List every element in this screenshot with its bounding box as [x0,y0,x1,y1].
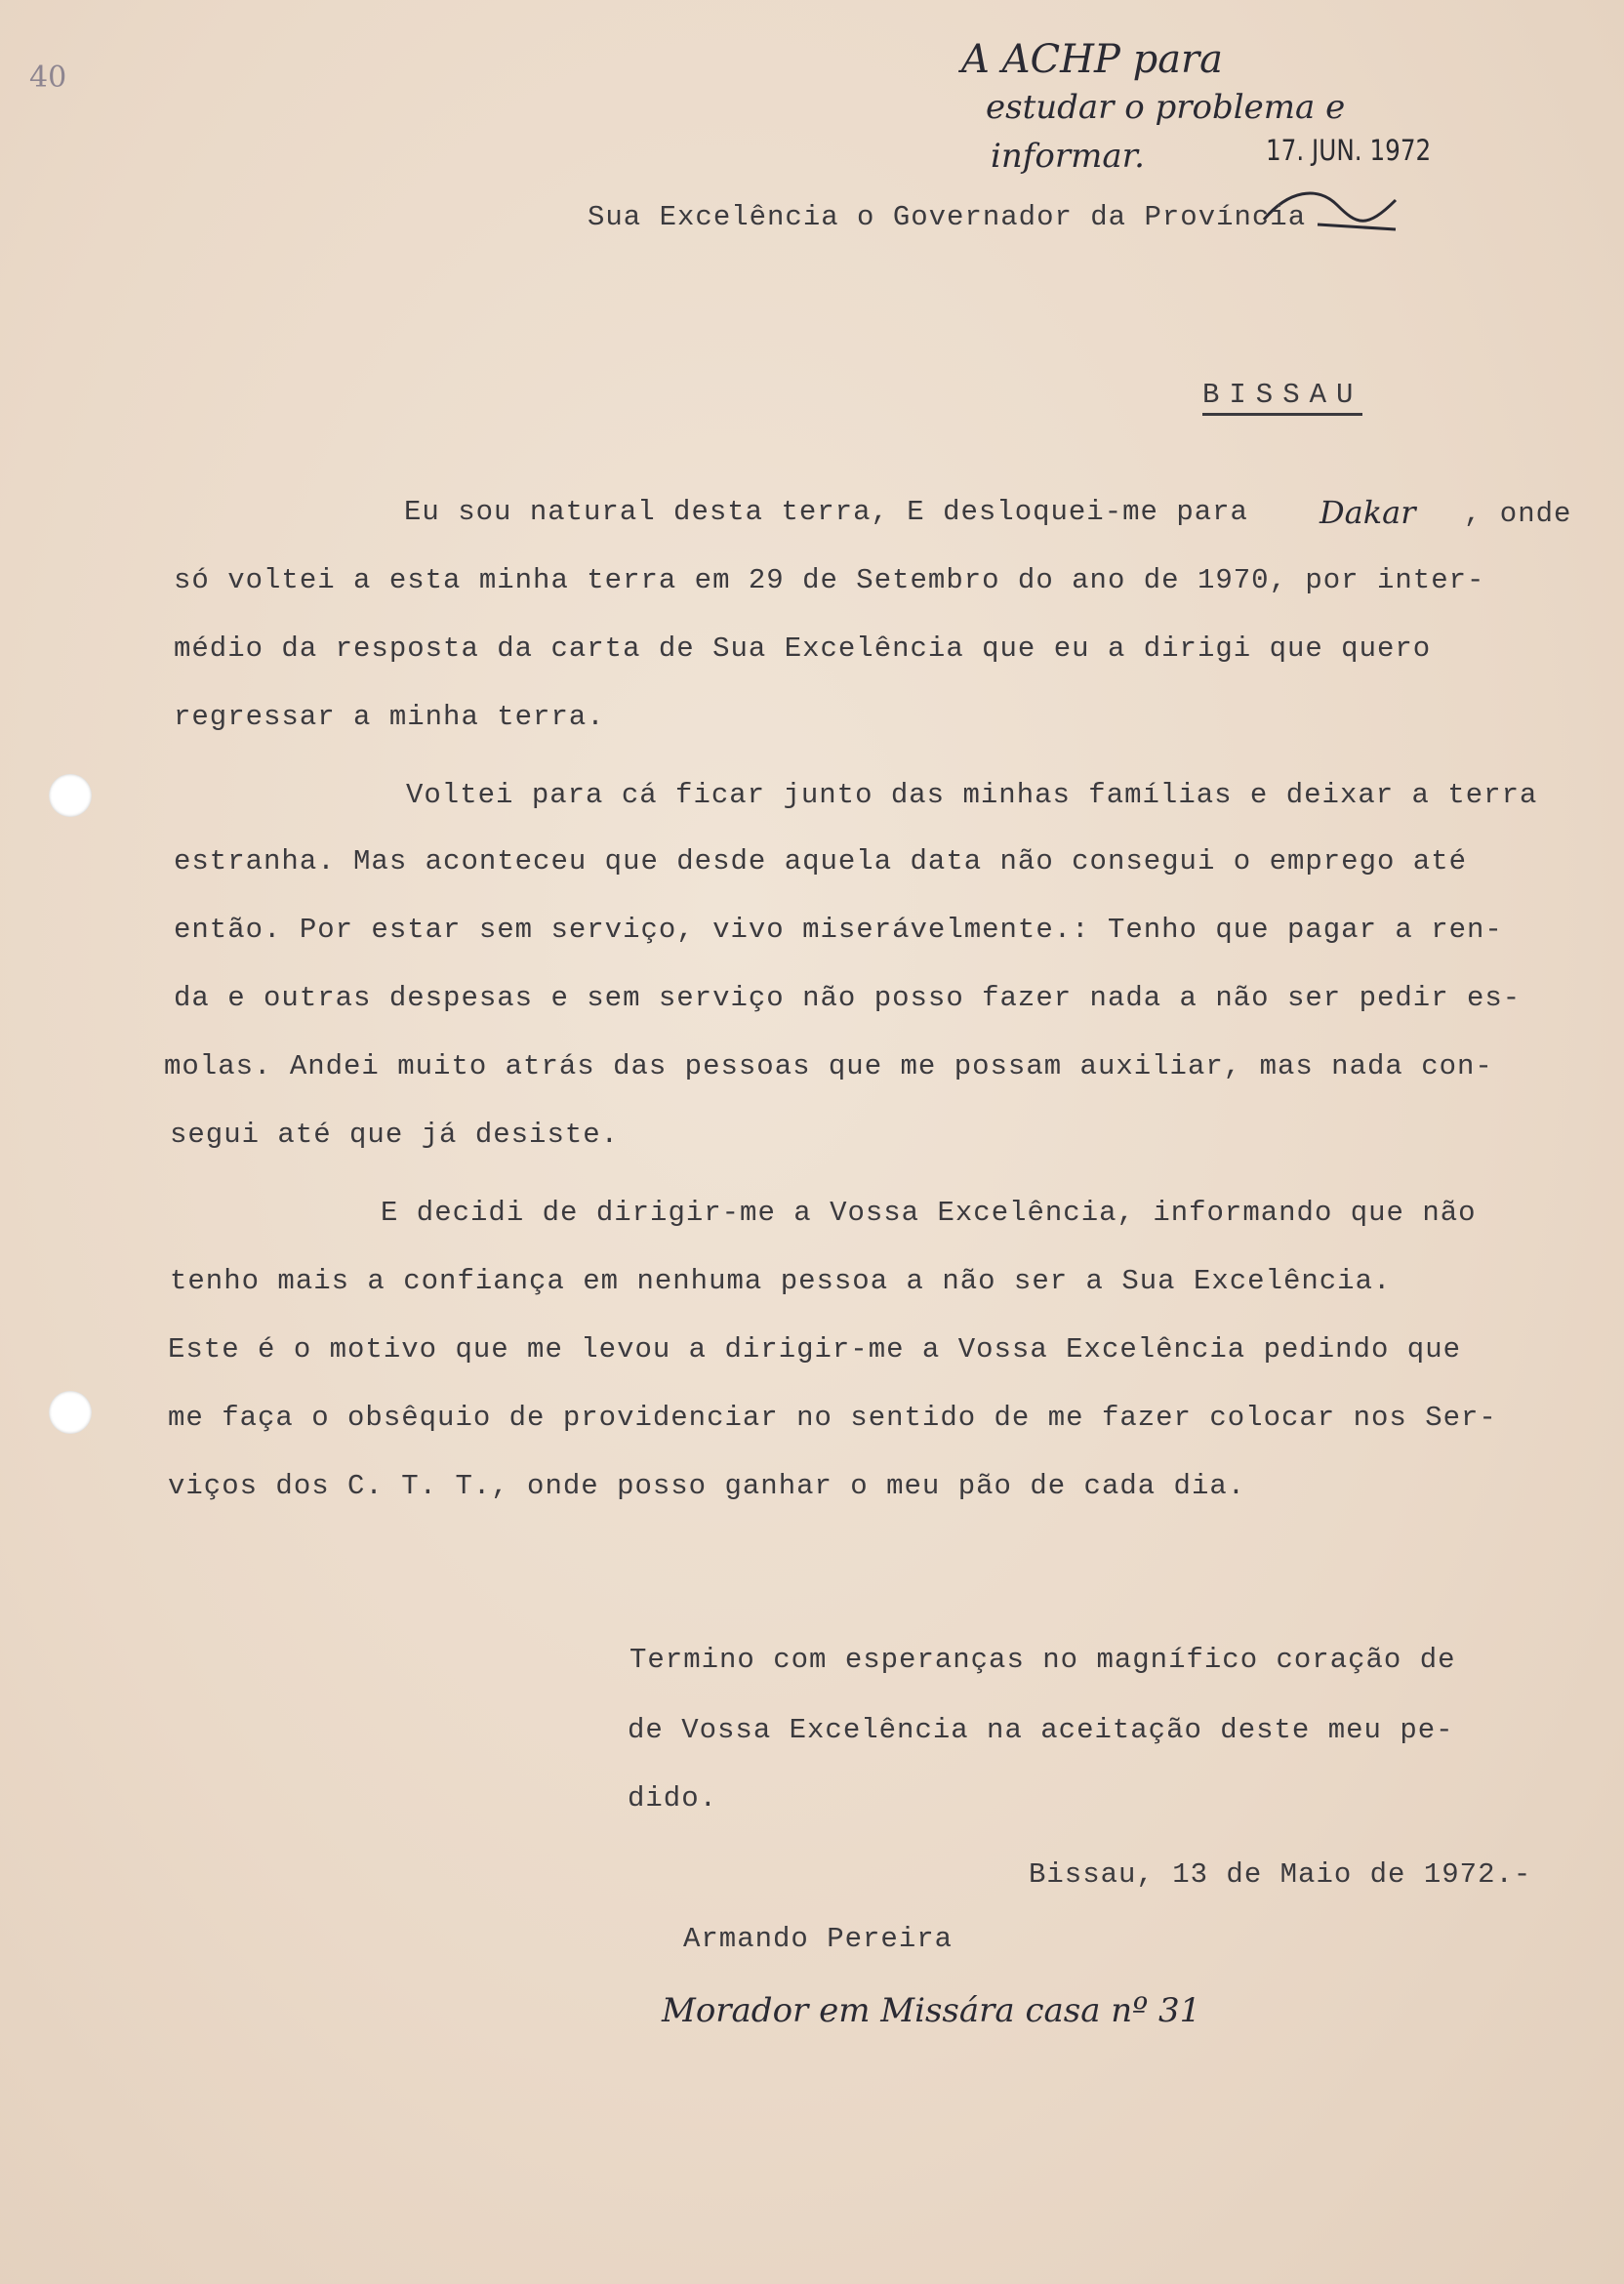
p3-line-1: E decidi de dirigir-me a Vossa Excelência, informando que não [381,1197,1477,1229]
p2-line-4: da e outras despesas e sem serviço não posso fazer nada a não ser pedir es- [174,982,1522,1014]
signer-name: Armando Pereira [683,1923,954,1955]
place-date: Bissau, 13 de Maio de 1972.- [1029,1858,1532,1891]
city-heading: BISSAU [1202,379,1362,416]
p2-line-5: molas. Andei muito atrás das pessoas que me possam auxiliar, mas nada con- [164,1050,1493,1082]
archive-mark: 40 [29,61,67,95]
p2-line-3: então. Por estar sem serviço, vivo miserávelmente.: Tenho que pagar a ren- [174,914,1503,946]
addressee: Sua Excelência o Governador da Província [588,201,1307,233]
closing-line-1: Termino com esperanças no magnífico coração de [629,1644,1456,1676]
p3-line-2: tenho mais a confiança em nenhuma pessoa a não ser a Sua Excelência. [170,1265,1392,1297]
p2-line-1: Voltei para cá ficar junto das minhas famílias e deixar a terra [406,779,1538,811]
punch-hole-top [49,774,92,817]
punch-hole-bottom [49,1391,92,1434]
p1-line-1-end: , onde [1464,498,1572,530]
closing-line-3: dido. [628,1782,718,1815]
p3-line-4: me faça o obsêquio de providenciar no sentido de me fazer colocar nos Ser- [168,1402,1497,1434]
p1-line-4: regressar a minha terra. [174,701,605,733]
p1-line-2: só voltei a esta minha terra em 29 de Setembro do ano de 1970, por inter- [174,564,1485,596]
p3-line-3: Este é o motivo que me levou a dirigir-me a Vossa Excelência pedindo que [168,1333,1462,1366]
p2-line-6: segui até que já desiste. [170,1119,620,1151]
annotation-line-1: A ACHP para [961,37,1224,82]
handwritten-address: Morador em Missára casa nº 31 [662,1991,1201,2030]
p1-line-1: Eu sou natural desta terra, E desloquei-me para [404,496,1248,528]
p2-line-2: estranha. Mas aconteceu que desde aquela data não consegui o emprego até [174,845,1468,877]
annotation-line-2: estudar o problema e [986,88,1346,127]
date-stamp: 17. JUN. 1972 [1266,134,1432,167]
annotation-line-3: informar. [991,137,1145,176]
handwritten-dakar: Dakar [1320,494,1416,531]
p1-line-3: médio da resposta da carta de Sua Excelência que eu a dirigi que quero [174,632,1432,665]
closing-line-2: de Vossa Excelência na aceitação deste meu pe- [628,1714,1454,1746]
p3-line-5: viços dos C. T. T., onde posso ganhar o meu pão de cada dia. [168,1470,1246,1502]
